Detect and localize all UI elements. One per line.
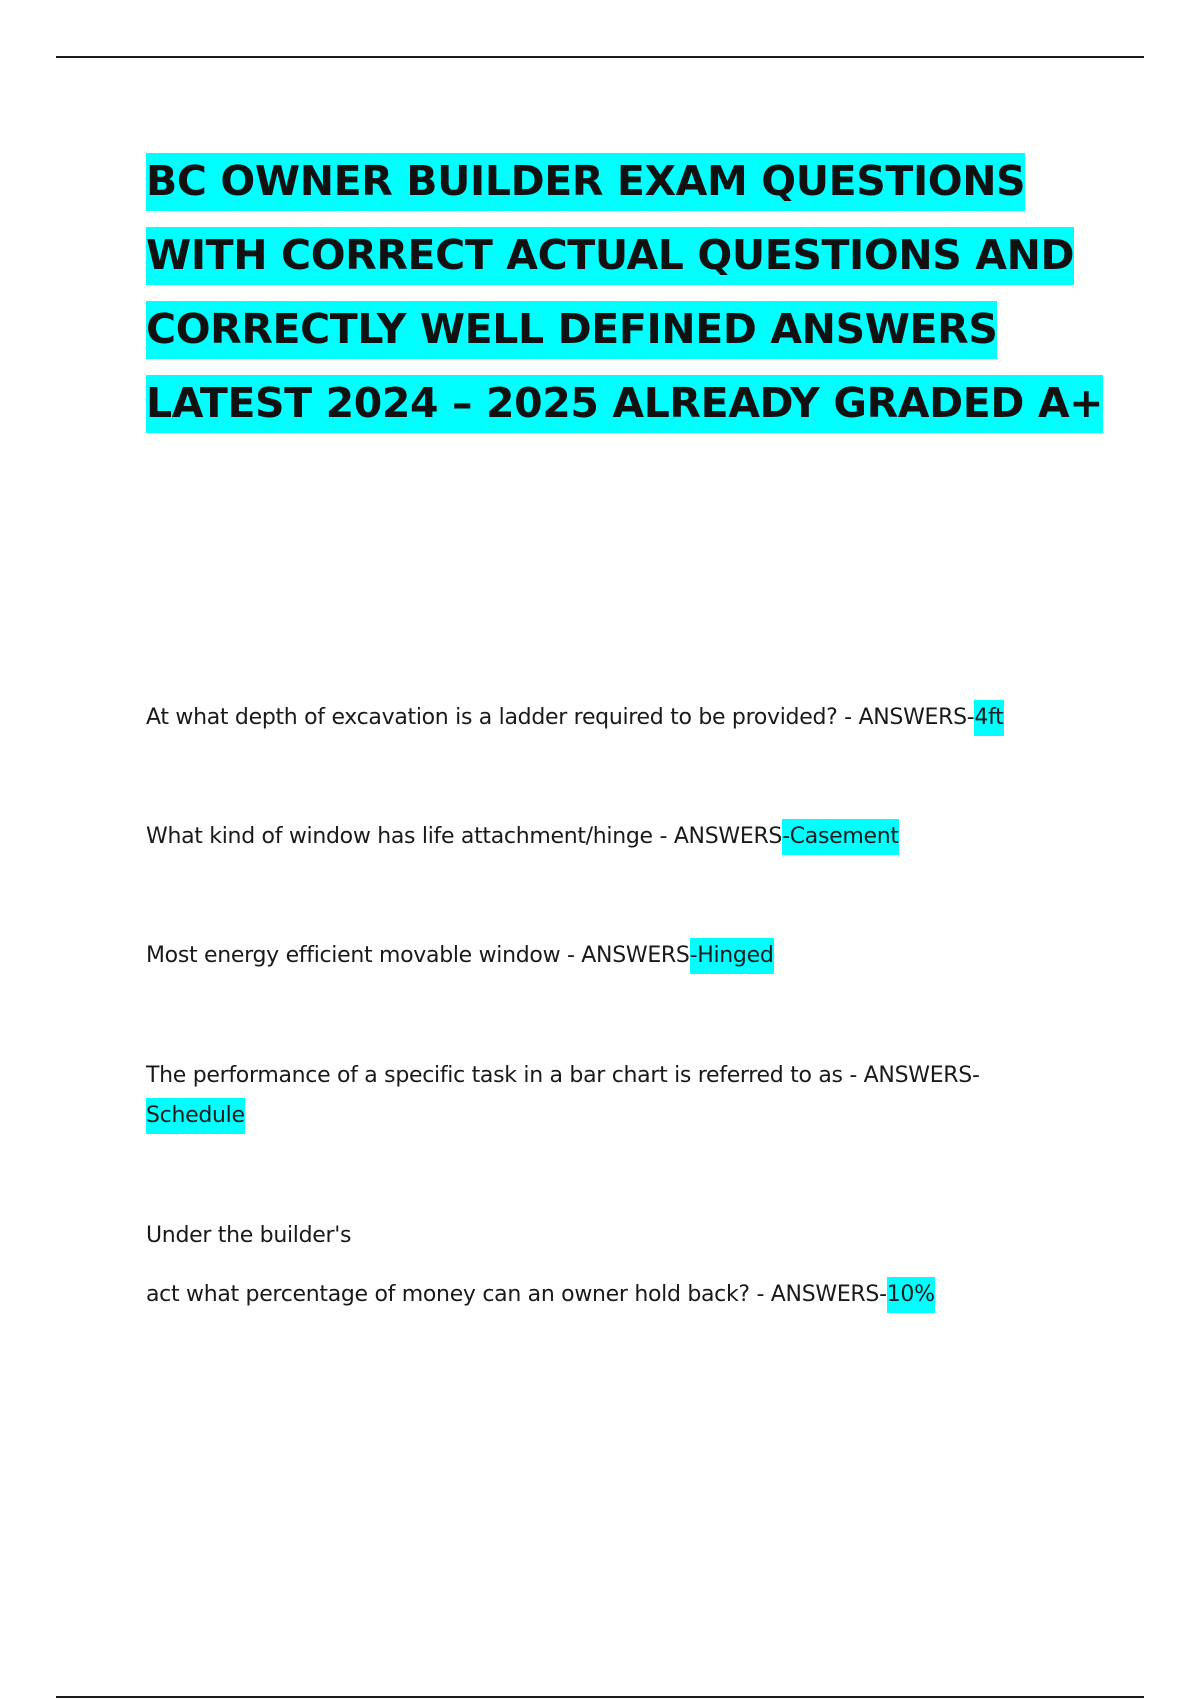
question-text: Most energy efficient movable window - ANSWERS bbox=[146, 943, 690, 968]
question-text: What kind of window has life attachment/hinge - ANSWERS bbox=[146, 824, 783, 849]
document-title-text: BC OWNER BUILDER EXAM QUESTIONS WITH CORRECT ACTUAL QUESTIONS AND CORRECTLY WELL DEFINED ANSWERS LATEST 2024 – 2025 ALREADY GRADED A+ bbox=[146, 153, 1103, 433]
qa-item-3 bbox=[146, 936, 1086, 976]
answer-highlight: 4ft bbox=[974, 700, 1003, 736]
document-title bbox=[146, 144, 1106, 440]
answer-highlight: -Hinged bbox=[690, 938, 774, 974]
answer-highlight: -Casement bbox=[782, 819, 899, 855]
answer-highlight: 10% bbox=[887, 1277, 935, 1313]
question-text: At what depth of excavation is a ladder required to be provided? - ANSWERS- bbox=[146, 705, 975, 730]
qa-item-5-line-1 bbox=[146, 1216, 1086, 1256]
answer-highlight: Schedule bbox=[146, 1098, 245, 1134]
question-text: Under the builder's bbox=[146, 1223, 352, 1248]
qa-item-2 bbox=[146, 817, 1086, 857]
question-text: The performance of a specific task in a bar chart is referred to as - ANSWERS- bbox=[146, 1063, 980, 1088]
qa-item-5-line-2 bbox=[146, 1275, 1086, 1315]
bottom-rule bbox=[56, 1696, 1144, 1698]
qa-item-4 bbox=[146, 1056, 1086, 1136]
qa-item-1 bbox=[146, 698, 1086, 738]
question-text: act what percentage of money can an owner hold back? - ANSWERS- bbox=[146, 1282, 887, 1307]
top-rule bbox=[56, 56, 1144, 58]
